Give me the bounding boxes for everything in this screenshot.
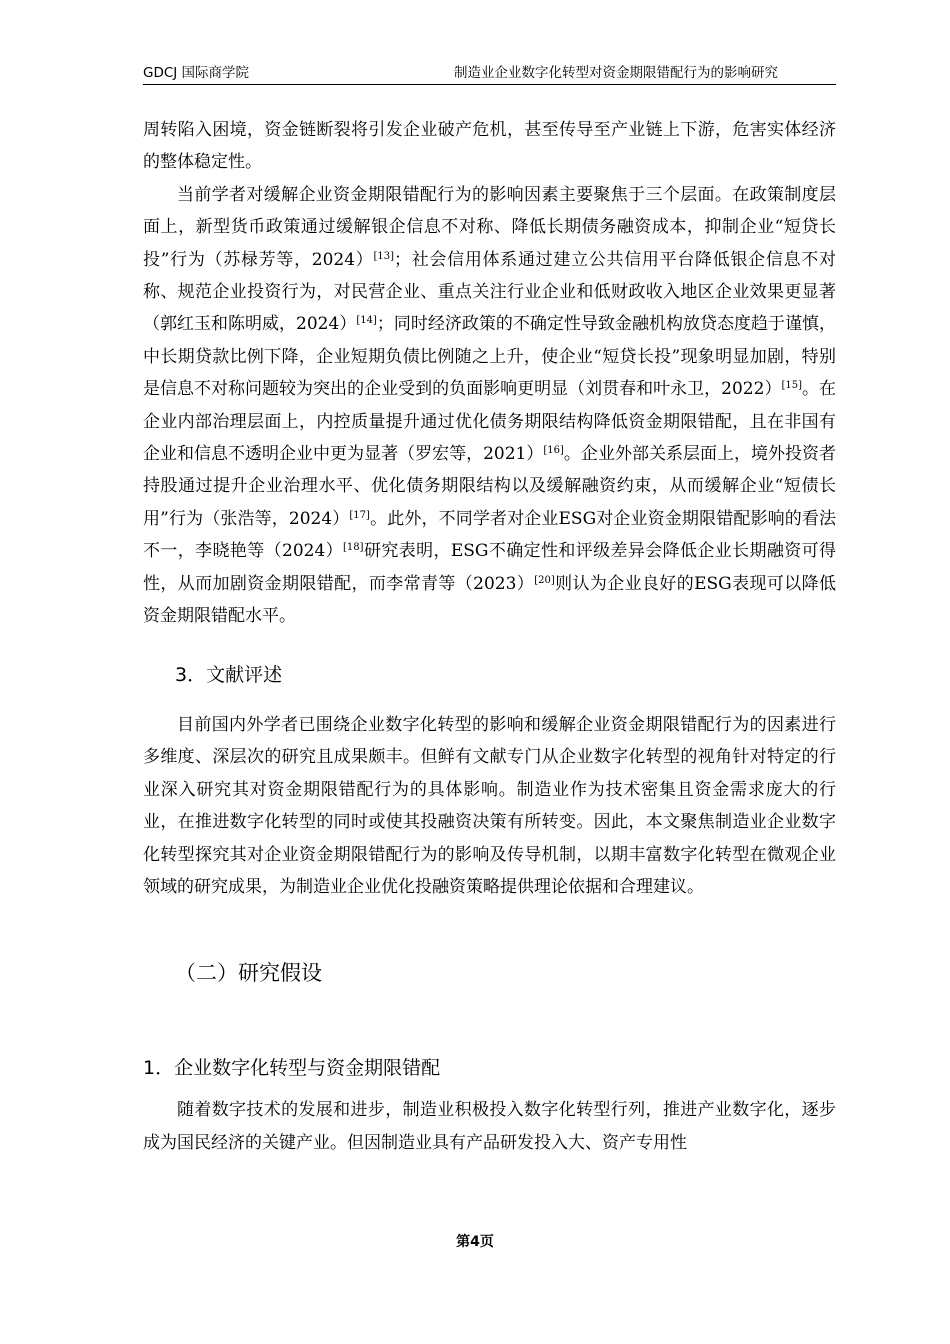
text-run: 。此外，不同学者对企业ESG对企业资金期限错配影响的看法不一，李晓艳等（2024） (143, 508, 836, 562)
body-text (143, 114, 836, 1159)
text-run: ；同时经济政策的不确定性导致金融机构放贷态度趋于谨慎，中长期贷款比例下降，企业短期负债比例随之上升，使企业“短贷长投”现象明显加剧，特别是信息不对称问题较为突出的企业受到的负面影响更明显（刘贯春和叶永卫，2022） (143, 314, 837, 400)
subsection-heading-1: 1．企业数字化转型与资金期限错配 (143, 1056, 441, 1079)
citation-14: [14] (356, 315, 377, 327)
paragraph-literature-review: 目前国内外学者已围绕企业数字化转型的影响和缓解企业资金期限错配行为的因素进行多维度、深层次的研究且成果颇丰。但鲜有文献专门从企业数字化转型的视角针对特定的行业深入研究其对资金期限错配行为的具体影响。制造业作为技术密集且资金需求庞大的行业，在推进数字化转型的同时或使其投融资决策有所转变。因此，本文聚焦制造业企业数字化转型探究其对企业资金期限错配行为的影响及传导机制，以期丰富数字化转型在微观企业领域的研究成果，为制造业企业优化投融资策略提供理论依据和合理建议。 (143, 714, 836, 897)
citation-16: [16] (543, 445, 564, 457)
text-run: 。企业外部关系层面上，境外投资者持股通过提升企业治理水平、优化债务期限结构以及缓解融资约束，从而缓解企业“短债长用”行为（张浩等，2024） (143, 444, 837, 529)
citation-20: [20] (534, 574, 555, 586)
text-run: 研究表明，ESG不确定性和评级差异会降低企业长期融资可得性，从而加剧资金期限错配，而李常青等（2023） (143, 541, 836, 594)
paragraph-continued: 周转陷入困境，资金链断裂将引发企业破产危机，甚至传导至产业链上下游，危害实体经济的整体稳定性。 (143, 120, 836, 173)
section-heading-hypotheses: （二）研究假设 (175, 961, 322, 986)
citation-13: [13] (373, 250, 394, 262)
paragraph-influence-factors (143, 179, 836, 633)
citation-18: [18] (343, 542, 364, 554)
header-title: 制造业企业数字化转型对资金期限错配行为的影响研究 (454, 65, 778, 81)
text-run: 。在企业内部治理层面上，内控质量提升通过优化债务期限结构降低资金期限错配，且在非国有企业和信息不透明企业中更为显著（罗宏等，2021） (143, 379, 837, 465)
citation-15: [15] (781, 380, 802, 392)
running-header (143, 62, 836, 85)
section-heading-literature-review: 3．文献评述 (175, 663, 283, 686)
header-school: GDCJ 国际商学院 (143, 65, 250, 81)
page-number: 第4页 (456, 1234, 494, 1250)
text-run: ；社会信用体系通过建立公共信用平台降低银企信息不对称、规范企业投资行为，对民营企业、重点关注行业企业和低财政收入地区企业效果更显著（郭红玉和陈明威，2024） (143, 249, 836, 335)
paragraph-digital-transformation: 随着数字技术的发展和进步，制造业积极投入数字化转型行列，推进产业数字化，逐步成为国民经济的关键产业。但因制造业具有产品研发投入大、资产专用性 (143, 1100, 836, 1153)
text-run: 当前学者对缓解企业资金期限错配行为的影响因素主要聚焦于三个层面。在政策制度层面上，新型货币政策通过缓解银企信息不对称、降低长期债务融资成本，抑制企业“短贷长投”行为（苏椂芳等，2024） (143, 184, 836, 270)
text-run: 则认为企业良好的ESG表现可以降低资金期限错配水平。 (143, 573, 837, 627)
citation-17: [17] (349, 509, 370, 521)
